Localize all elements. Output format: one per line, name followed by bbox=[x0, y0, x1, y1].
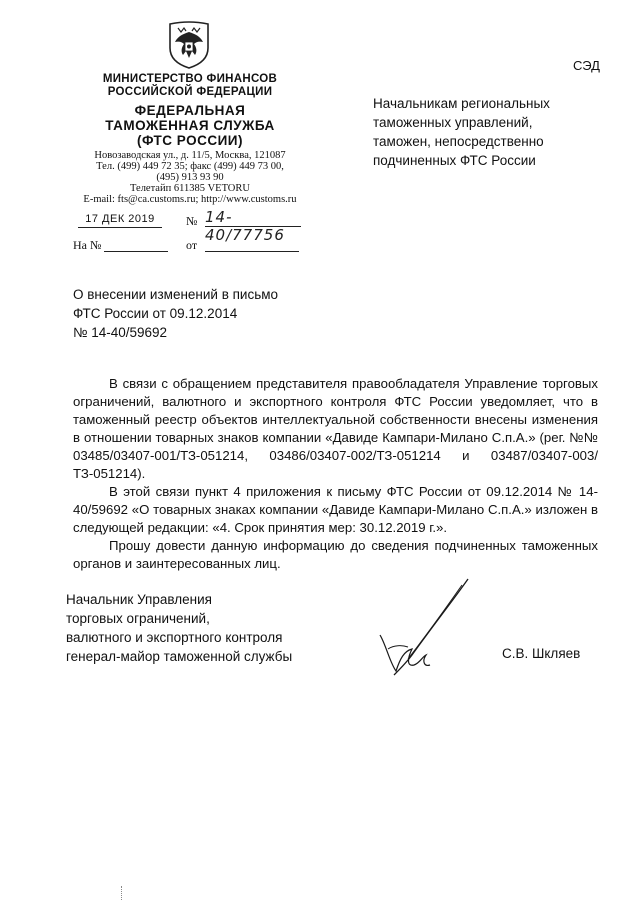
address-line-3: (495) 913 93 90 bbox=[156, 172, 224, 183]
address-line-1: Новозаводская ул., д. 11/5, Москва, 121087 bbox=[94, 150, 286, 161]
body-paragraph-2: В этой связи пункт 4 приложения к письму ФТС России от 09.12.2014 № 14-40/59692 «О товарных знаках компании «Давиде Кампари-Милано С.п.А.» изложен в следующей редакции: «4. Срок принятия мер: 30.12.2019 г.». bbox=[73, 484, 598, 535]
body-paragraph-3: Прошу довести данную информацию до сведения подчиненных таможенных органов и заинтересованных лиц. bbox=[73, 538, 598, 571]
russian-coat-of-arms-icon bbox=[166, 18, 212, 70]
letter-body bbox=[73, 375, 598, 573]
body-paragraph-1: В связи с обращением представителя правообладателя Управление торговых ограничений, валютного и экспортного контроля ФТС России уведомляет, что в таможенный реестр объектов интеллектуальной собственности внесены изменения в отношении товарных знаков компании «Давиде Кампари-Милано С.п.А.» (рег. №№ 03485/03407-001/ТЗ-051214, 03486/03407-002/ТЗ-051214 и 03487/03407-003/ТЗ-051214). bbox=[73, 376, 598, 481]
service-line-3: (ФТС РОССИИ) bbox=[137, 133, 243, 148]
scan-mark bbox=[121, 886, 123, 900]
handwritten-signature bbox=[368, 575, 480, 687]
address-line-4: Телетайп 611385 VETORU bbox=[130, 183, 250, 194]
address-line-5: E-mail: fts@ca.customs.ru; http://www.customs.ru bbox=[83, 194, 297, 205]
service-name bbox=[40, 103, 340, 148]
registration-date: 17 ДЕК 2019 bbox=[78, 213, 162, 228]
ministry-line-1: МИНИСТЕРСТВО ФИНАНСОВ bbox=[102, 73, 278, 85]
registration-number: 14-40/77756 bbox=[205, 208, 301, 227]
subject-line-1: О внесении изменений в письмо bbox=[73, 287, 279, 302]
recipient-line-1: Начальникам региональных bbox=[373, 96, 550, 111]
ministry-line-2: РОССИЙСКОЙ ФЕДЕРАЦИИ bbox=[107, 86, 273, 98]
recipient-block bbox=[373, 94, 603, 170]
service-line-2: ТАМОЖЕННАЯ СЛУЖБА bbox=[105, 118, 275, 133]
signatory-title bbox=[66, 590, 346, 666]
reply-to-field bbox=[104, 251, 168, 252]
signatory-title-line-2: торговых ограничений, bbox=[66, 611, 210, 626]
signatory-title-line-3: валютного и экспортного контроля bbox=[66, 630, 283, 645]
address-line-2: Тел. (499) 449 72 35; факс (499) 449 73 00, bbox=[96, 161, 284, 172]
subject-line-3: № 14-40/59692 bbox=[73, 325, 168, 340]
recipient-line-2: таможенных управлений, bbox=[373, 115, 533, 130]
reply-from-field bbox=[205, 251, 299, 252]
recipient-line-4: подчиненных ФТС России bbox=[373, 153, 536, 168]
signatory-name: С.В. Шкляев bbox=[502, 646, 581, 661]
reply-to-label: На № bbox=[73, 238, 102, 252]
service-line-1: ФЕДЕРАЛЬНАЯ bbox=[134, 103, 246, 118]
signatory-title-line-1: Начальник Управления bbox=[66, 592, 212, 607]
recipient-line-3: таможен, непосредственно bbox=[373, 134, 544, 149]
subject-block bbox=[73, 285, 333, 342]
ministry-name bbox=[40, 73, 340, 99]
subject-line-2: ФТС России от 09.12.2014 bbox=[73, 306, 238, 321]
signatory-title-line-4: генерал-майор таможенной службы bbox=[66, 649, 293, 664]
registration-number-label: № bbox=[186, 214, 198, 228]
sed-mark: СЭД bbox=[573, 58, 600, 73]
reply-from-label: от bbox=[186, 238, 198, 252]
address-block bbox=[40, 150, 340, 205]
